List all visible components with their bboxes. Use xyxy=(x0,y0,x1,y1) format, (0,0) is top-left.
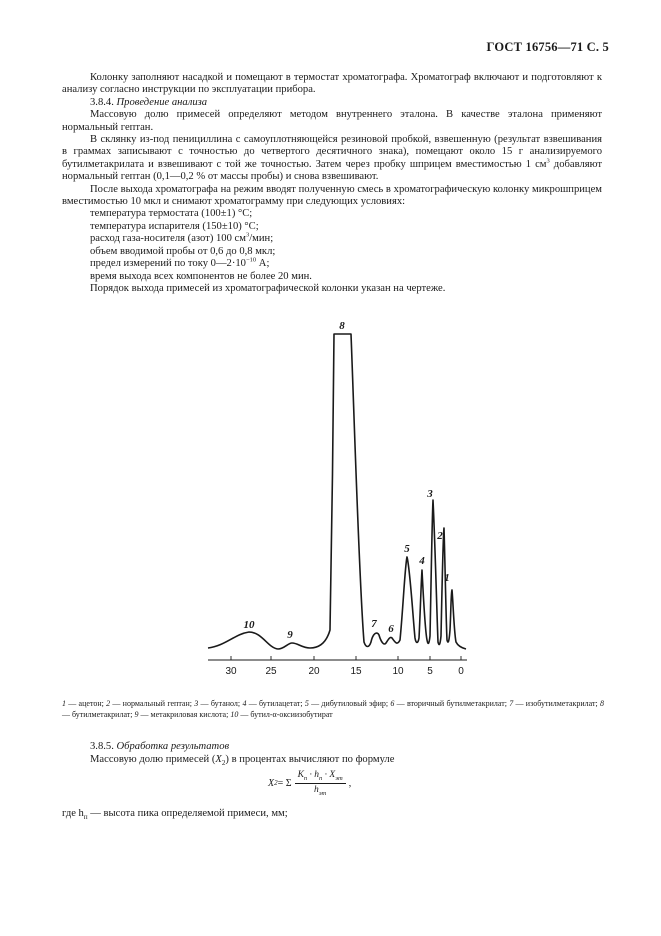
peak-label-10: 10 xyxy=(243,619,255,631)
caption-item: 2 — нормальный гептан; xyxy=(106,699,195,708)
peak-label-6: 6 xyxy=(388,623,394,635)
caption-item: 3 — бутанол; xyxy=(194,699,243,708)
caption-item: 1 — ацетон; xyxy=(62,699,107,708)
peak-label-7: 7 xyxy=(371,618,377,630)
caption-item: 6 — вторичный бутилметакрилат; xyxy=(390,699,510,708)
formula-intro-var: X xyxy=(215,754,222,765)
paragraph-column: Колонку заполняют насадкой и помещают в термостат хроматографа. Хроматограф включают и подготовляют к анализу согласно инструкции по эксплуатации прибора. xyxy=(62,72,602,96)
paragraph-method: Массовую долю примесей определяют методом внутреннего эталона. В качестве эталона применяют нормальный гептан. xyxy=(62,109,602,133)
peak-label-3: 3 xyxy=(427,488,433,500)
page-header: ГОСТ 16756—71 С. 5 xyxy=(486,40,609,54)
gas-flow-superscript: 3 xyxy=(245,231,250,239)
caption-item: 10 — бутил-α-оксиизобутират xyxy=(230,710,333,719)
section-title: Обработка результатов xyxy=(116,741,230,752)
chromatogram-figure xyxy=(0,300,661,690)
peak-label-4: 4 xyxy=(419,555,425,567)
peak-label-9: 9 xyxy=(287,629,293,641)
legend-text-a: где h xyxy=(62,808,84,819)
figure-caption xyxy=(62,698,604,720)
paragraph-sample xyxy=(62,134,602,184)
caption-item: 9 — метакриловая кислота; xyxy=(134,710,231,719)
section-number: 3.8.4. xyxy=(90,96,114,108)
axis-label-20: 20 xyxy=(308,666,320,677)
axis-label-0: 0 xyxy=(458,666,464,677)
gas-flow-unit: /мин; xyxy=(249,233,274,245)
formula-intro-a: Массовую долю примесей ( xyxy=(90,754,216,765)
current-limit-exponent: −10 xyxy=(245,256,257,264)
section-3-8-4-heading xyxy=(62,97,602,109)
condition-gas-flow xyxy=(90,233,602,245)
peak-label-5: 5 xyxy=(404,543,410,555)
condition-exit-time: время выхода всех компонентов не более 20 мин. xyxy=(90,270,312,282)
caption-item: 7 — изобутилметакрилат; xyxy=(509,699,601,708)
axis-label-25: 25 xyxy=(265,666,277,677)
condition-sample-volume: объем вводимой пробы от 0,6 до 0,8 мкл; xyxy=(90,245,276,257)
sample-superscript: 3 xyxy=(546,157,550,165)
axis-label-30: 30 xyxy=(225,666,237,677)
peak-label-2: 2 xyxy=(437,530,443,542)
formula-legend xyxy=(62,808,288,821)
axis-label-10: 10 xyxy=(392,666,404,677)
formula-intro-sub: 2 xyxy=(221,759,226,768)
caption-item: 8 — бутилметакрилат; xyxy=(62,699,605,719)
condition-evaporator: температура испарителя (150±10) °С; xyxy=(90,220,259,232)
peak-label-8: 8 xyxy=(339,320,345,332)
legend-text-b: — высота пика определяемой примеси, мм; xyxy=(87,808,288,819)
gas-flow-text: расход газа-носителя (азот) 100 см xyxy=(90,233,246,245)
current-limit-text: предел измерений по току 0—2·10 xyxy=(90,258,246,270)
axis-label-15: 15 xyxy=(350,666,362,677)
formula-numerator: $K_п \cdot h_п \cdot X_{эт}$ xyxy=(295,770,346,784)
sample-text-a: В склянку из-под пенициллина с самоуплотняющейся резиновой пробкой, взвешенную (результат взвешивания в граммах записывают с точностью до четвертого десятичного знака), помещают около 15 г анализируемого бутилметакрилата и взвешивают с той же точностью. Затем через пробку шприцем вместимостью 1 см xyxy=(62,134,602,170)
formula-lhs-sub: 2 xyxy=(274,779,278,787)
section-number: 3.8.5. xyxy=(90,741,114,752)
paragraph-order: Порядок выхода примесей из хроматографической колонки указан на чертеже. xyxy=(90,282,446,294)
caption-item: 5 — дибутиловый эфир; xyxy=(304,699,391,708)
legend-sub: п xyxy=(83,813,88,822)
formula-denominator: $h_{эт}$ xyxy=(314,784,327,797)
section-3-8-5-heading xyxy=(62,740,602,753)
body-text xyxy=(62,72,602,295)
paragraph-injection: После выхода хроматографа на режим вводят полученную смесь в хроматографическую колонку микрошприцем вместимостью 10 мкл и снимают хроматограмму при следующих условиях: xyxy=(62,183,602,208)
condition-thermostat: температура термостата (100±1) °С; xyxy=(90,208,253,220)
formula-fraction xyxy=(295,770,346,797)
formula-comma: , xyxy=(348,777,352,789)
condition-current-limit xyxy=(90,258,602,270)
axis-label-5: 5 xyxy=(427,666,433,677)
formula-equals-sum: = Σ xyxy=(277,777,292,789)
peak-label-1: 1 xyxy=(444,572,450,584)
current-limit-unit: А; xyxy=(256,258,270,270)
caption-item: 4 — бутилацетат; xyxy=(242,699,305,708)
section-title: Проведение анализа xyxy=(116,96,208,108)
sample-text-b: добавляют нормальный гептан (0,1—0,2 % от массы пробы) и снова взвешивают. xyxy=(62,158,603,183)
formula-intro-b: ) в процентах вычисляют по формуле xyxy=(225,754,395,765)
formula-lhs: X xyxy=(268,777,275,789)
mass-fraction-formula xyxy=(268,766,351,800)
